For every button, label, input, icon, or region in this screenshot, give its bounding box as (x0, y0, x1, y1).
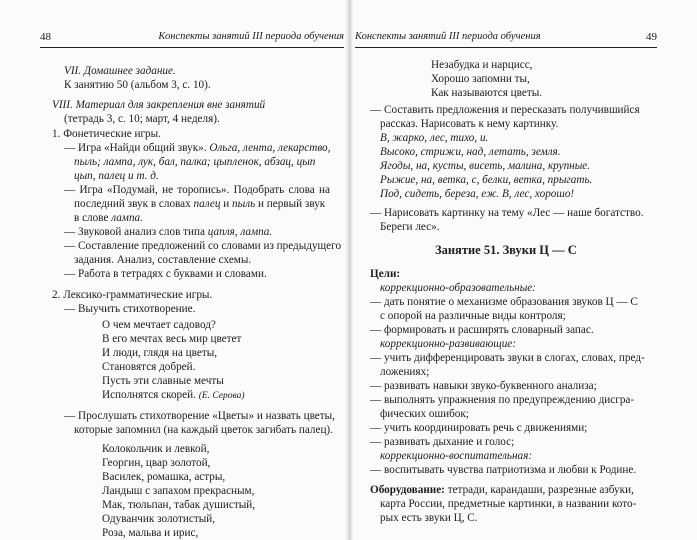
poem-line: Одуванчик золотистый, (102, 513, 216, 525)
text-line: — Работа в тетрадях с буквами и словами. (64, 268, 267, 280)
text-line (74, 211, 143, 225)
text-line: с опорой на различные виды контроля; (380, 310, 566, 322)
text-line: которые запомнил (на каждый цветок загибать палец). (74, 424, 333, 436)
poem-line: Становятся добрей. (102, 361, 196, 373)
header-title-left: Конспекты занятий III периода обучения (158, 31, 344, 42)
text-line: — Прослушать стихотворение «Цветы» и назвать цветы, (64, 410, 335, 422)
text-line: — Выучить стихотворение. (64, 303, 196, 315)
text-line: Береги лес». (380, 221, 440, 233)
text-line: — развивать навыки звуко-буквенного анализа; (370, 380, 597, 392)
poem-line: Ландыш с запахом прекрасным, (102, 485, 255, 497)
text-span: и (223, 198, 230, 210)
text-line: — Игра «Подумай, не торопись». Подобрать слова на (64, 184, 330, 196)
running-header-right (355, 31, 657, 48)
right-page (349, 0, 697, 540)
equipment-label: Оборудование: (370, 484, 445, 496)
text-line: — дать понятие о механизме образования звуков Ц — С (370, 296, 638, 308)
poem-line: В его мечтах весь мир цветет (102, 333, 242, 345)
list-heading: 1. Фонетические игры. (52, 128, 161, 140)
subheading: коррекционно-образовательные: (380, 282, 536, 294)
poem-line: О чем мечтает садовод? (102, 319, 216, 331)
text-line: ложениях; (380, 366, 430, 378)
text-span: в слове (74, 212, 109, 224)
text-line: — выполнять упражнения по предупреждению дисгра- (370, 394, 635, 406)
text-line (64, 225, 272, 239)
text-line: Ягоды, на, кусты, висеть, малина, крупные. (380, 160, 591, 172)
header-title-right: Конспекты занятий III периода обучения (355, 31, 541, 42)
page-number-right: 49 (646, 31, 657, 43)
text-line: рых есть звуки Ц, С. (380, 512, 478, 524)
poem-line: Хорошо запомни ты, (431, 73, 530, 85)
poem-line: Незабудка и нарцисс, (431, 59, 533, 71)
poem-line (102, 388, 245, 403)
text-line: задания. Анализ, составление схемы. (74, 254, 252, 266)
text-span: и первый звук (257, 198, 326, 210)
text-line: карта России, предметные картинки, в названии кото- (380, 498, 637, 510)
text-span: пыль (232, 198, 256, 210)
lesson-title: Занятие 51. Звуки Ц — С (435, 243, 577, 257)
section-heading: VII. Домашнее задание. (64, 65, 176, 77)
poem-line: Колокольчик и левкой, (102, 443, 210, 455)
text-span: — Звуковой анализ слов типа (64, 226, 205, 238)
text-line: Высоко, стрижи, над, летать, земля. (380, 146, 561, 158)
text-line: — формировать и расширять словарный запас. (370, 324, 594, 336)
text-line: К занятию 50 (альбом 3, с. 10). (64, 79, 211, 91)
text-line: — Составить предложения и пересказать получившийся (370, 104, 640, 116)
poem-line: Мак, тюльпан, табак душистый, (102, 499, 256, 511)
left-page (0, 0, 348, 540)
poem-line: Роза, мальва и ирис, (102, 527, 199, 539)
text-line: рассказ. Нарисовать к нему картинку. (380, 118, 559, 130)
text-line: Рыжие, на, ветка, с, белки, ветка, прыгать. (380, 174, 593, 186)
page-number-left: 48 (40, 31, 51, 43)
text-line (74, 197, 325, 211)
text-line: — воспитывать чувства патриотизма и любви к Родине. (370, 464, 637, 476)
text-span: Ольга, лента, лекарство, (209, 142, 331, 154)
poem-line: Пусть эти славные мечты (102, 375, 224, 387)
goals-heading: Цели: (370, 268, 401, 280)
text-line: В, жарко, лес, тихо, и. (380, 132, 489, 144)
poem-line: Георгин, цвар золотой, (102, 457, 211, 469)
text-line: — Нарисовать картинку на тему «Лес — наше богатство. (370, 207, 644, 219)
section-heading: VIII. Материал для закрепления вне занятий (52, 99, 266, 111)
text-line: — Составление предложений со словами из предыдущего (64, 240, 342, 252)
text-span: цапля, лампа. (207, 226, 273, 238)
running-header-left (40, 31, 344, 48)
text-line (64, 141, 330, 155)
list-heading: 2. Лексико-грамматические игры. (52, 289, 213, 301)
text-line: пыль; лампа, лук, бал, палка; цыпленок, абзац, цып (74, 156, 316, 168)
text-line: (тетрадь 3, с. 10; март, 4 неделя). (64, 113, 220, 125)
text-span: Исполнятся скорей. (102, 389, 196, 401)
subheading: коррекционно-развивающие: (380, 338, 516, 350)
text-span: тетради, карандаши, разрезные азбуки, (447, 484, 634, 496)
poem-line: И люди, глядя на цветы, (102, 347, 218, 359)
poem-author: (Е. Серова) (198, 391, 245, 401)
text-line: — учить координировать речь с движениями; (370, 422, 588, 434)
text-line (370, 483, 634, 497)
text-line: — учить дифференцировать звуки в слогах, словах, пред- (370, 352, 645, 364)
poem-line: Василек, ромашка, астры, (102, 471, 226, 483)
subheading: коррекционно-воспитательная: (380, 450, 533, 462)
text-span: лампа. (111, 212, 143, 224)
text-span: — Игра «Найди общий звук». (64, 142, 207, 154)
text-line: цып, палец и т. д. (74, 170, 159, 182)
poem-line: Как называются цветы. (431, 87, 543, 99)
text-span: палец (193, 198, 221, 210)
text-span: последний звук в словах (74, 198, 191, 210)
text-line: Под, сидеть, береза, еж. В, лес, хорошо! (380, 188, 575, 200)
text-line: — развивать дыхание и голос; (370, 436, 515, 448)
text-line: фических ошибок; (380, 408, 469, 420)
